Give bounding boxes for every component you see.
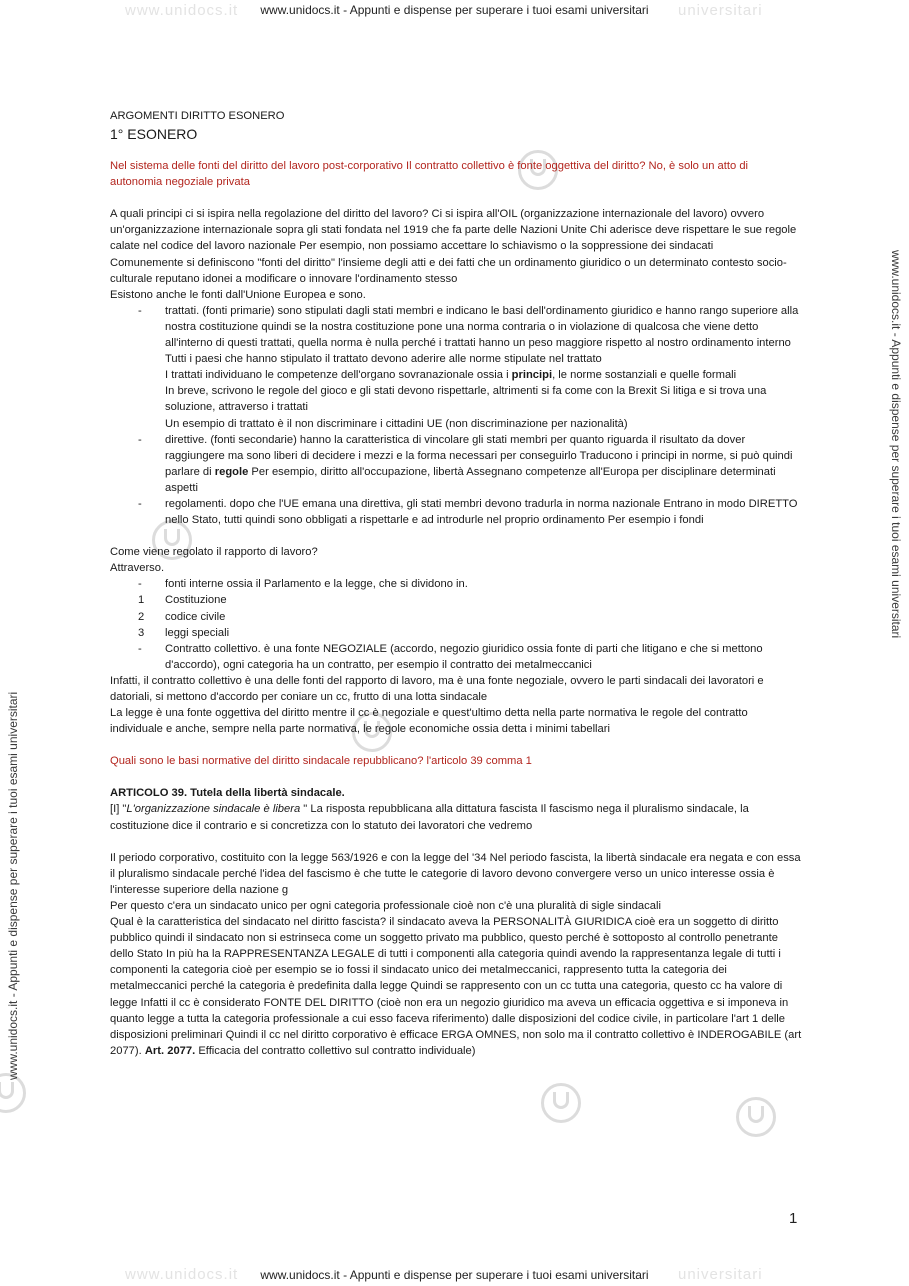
header-ghost-right: universitari — [678, 2, 763, 19]
article-text: [I] "L'organizzazione sindacale è libera " La risposta repubblicana alla dittatura fascista Il fascismo nega il pluralismo sindacale, la costituzione dice il contrario e si concretizza con lo statuto dei lavoratori che vedremo — [110, 803, 749, 832]
numbered-list — [110, 592, 802, 640]
list-item: - Contratto collettivo. è una fonte NEGOZIALE (accordo, negozio giuridico ossia fonte di parti che litigano e che si mettono d'accordo), ogni categoria ha un contratto, per esempio il contratto dei metalmeccanici — [110, 641, 802, 673]
paragraph-2: Comunemente si definiscono "fonti del diritto" l'insieme degli atti e dei fatti che un ordinamento giuridico o un determinato contesto socio-culturale reputano idonei a modificare o innovare l'ordinamento stesso — [110, 256, 787, 285]
list-item: 2 codice civile — [138, 610, 226, 623]
eu-sources-list — [110, 303, 802, 528]
header-banner: www.unidocs.it - Appunti e dispense per superare i tuoi esami universitari — [260, 3, 649, 17]
left-side-banner: www.unidocs.it - Appunti e dispense per superare i tuoi esami universitari — [6, 691, 20, 1080]
footer-ghost-right: universitari — [678, 1266, 763, 1283]
internal-sources-list — [110, 576, 802, 592]
list-item: - regolamenti. dopo che l'UE emana una direttiva, gli stati membri devono tradurla in norma nazionale Entrano in modo DIRETTO nello Stato, tutti quindi sono obbligati a rispettarle e ad introdurle nel proprio ordinamento Per esempio i fondi — [110, 496, 802, 528]
document-body — [110, 108, 802, 1059]
paragraph-7: La legge è una fonte oggettiva del diritto mentre il cc è negoziale e quest'ultimo detta nella parte normativa le regole del contratto individuale e anche, sempre nella parte normativa, le regole economiche ossia detta i minimi tabellari — [110, 707, 748, 736]
article-title: ARTICOLO 39. Tutela della libertà sindacale. — [110, 787, 345, 800]
document-title: ARGOMENTI DIRITTO ESONERO — [110, 110, 285, 122]
paragraph-4: Come viene regolato il rapporto di lavoro? — [110, 546, 318, 559]
question-1: Nel sistema delle fonti del diritto del lavoro post-corporativo Il contratto collettivo è fonte oggettiva del diritto? No, è solo un atto di autonomia negoziale privata — [110, 160, 749, 189]
contract-sources-list — [110, 641, 802, 673]
paragraph-10: Qual è la caratteristica del sindacato nel diritto fascista? il sindacato aveva la PERSONALITÀ GIURIDICA cioè era un soggetto di diritto pubblico quindi il sindacato non si estrinseca come un soggetto privato ma pubblico, questo perché è sottoposto al controllo penetrante dello Stato In più ha la RAPPRESENTANZA LEGALE di tutti i componenti alla categoria quindi avendo la rappresentanza legale di tutti i componenti la categoria cioè per esempio se io fossi il sindacato unico dei metalmeccanici, rappresento tutta la categoria dei metalmeccanici perché la categoria è predefinita dalla legge Quindi se rappresento con un cc tutta una categoria, questo cc ha valore di legge Infatti il cc è considerato FONTE DEL DIRITTO (cioè non era un negozio giuridico ma aveva un efficacia oggettiva e si imponeva in quanto legge a tutta la categoria professionale a cui esso faceva riferimento) dalle disposizioni del codice civile, in particolare l'art 1 delle disposizioni preliminari Quindi il cc nel diritto corporativo è efficace ERGA OMNES, non solo ma il contratto collettivo è INDEROGABILE (art 2077). Art. 2077. Efficacia del contratto collettivo sul contratto individuale) — [110, 916, 802, 1057]
paragraph-1: A quali principi ci si ispira nella regolazione del diritto del lavoro? Ci si ispira all'OIL (organizzazione internazionale del lavoro) ovvero un'organizzazione internazionale sopra gli stati fondata nel 1919 che fa parte delle Nazioni Unite Chi aderisce deve rispettare le sue regole calate nel codice del lavoro nazionale Per esempio, non possiamo accettare lo schiavismo o la soppressione dei sindacati — [110, 208, 797, 253]
list-item: - direttive. (fonti secondarie) hanno la caratteristica di vincolare gli stati membri per quanto riguarda il risultato da dover raggiungere ma sono liberi di decidere i mezzi e la forma necessari per conseguirlo Traducono i principi in norme, si può quindi parlare di regole Per esempio, diritto all'occupazione, libertà Assegnano competenze all'Europa per disciplinare determinati aspetti — [110, 432, 802, 496]
header-ghost-left: www.unidocs.it — [125, 2, 239, 19]
paragraph-8: Il periodo corporativo, costituito con la legge 563/1926 e con la legge del '34 Nel periodo fascista, la libertà sindacale era negata e con essa il pluralismo sindacale perché l'idea del fascismo è che tutte le categorie di lavoro devono convergere verso un unico interesse ossia è l'interesse superiore della nazione g — [110, 851, 801, 896]
footer-banner: www.unidocs.it - Appunti e dispense per superare i tuoi esami universitari — [260, 1268, 649, 1282]
question-2: Quali sono le basi normative del diritto sindacale repubblicano? l'articolo 39 comma 1 — [110, 755, 532, 768]
list-item: 1 Costituzione — [138, 594, 227, 607]
list-item: 3 leggi speciali — [138, 626, 230, 639]
list-item: - fonti interne ossia il Parlamento e la legge, che si dividono in. — [110, 576, 802, 592]
footer-ghost-left: www.unidocs.it — [125, 1266, 239, 1283]
section-heading: 1° ESONERO — [110, 126, 198, 143]
page-number: 1 — [789, 1210, 798, 1227]
paragraph-5: Attraverso. — [110, 562, 165, 575]
paragraph-3: Esistono anche le fonti dall'Unione Europea e sono. — [110, 288, 366, 301]
list-item: - trattati. (fonti primarie) sono stipulati dagli stati membri e indicano le basi dell'ordinamento giuridico e hanno rango superiore alla nostra costituzione quindi se la nostra costituzione pone una norma contraria o in violazione di qualcosa che viene detto all'interno di questi trattati, quella norma è nulla perché i trattati hanno un peso maggiore rispetto al nostro ordinamento interno Tutti i paesi che hanno stipulato il trattato devono aderire alle norme stipulate nel trattato I trattati individuano le competenze dell'organo sovranazionale ossia i principi, le norme sostanziali e quelle formali In breve, scrivono le regole del gioco e gli stati devono rispettarle, altrimenti si fa come con la Brexit Si litiga e si trova una soluzione, attraverso i trattati Un esempio di trattato è il non discriminare i cittadini UE (non discriminazione per nazionalità) — [110, 303, 802, 432]
right-side-banner: www.unidocs.it - Appunti e dispense per superare i tuoi esami universitari — [889, 250, 903, 639]
watermark-logo-icon — [541, 1083, 581, 1123]
watermark-logo-icon — [736, 1097, 776, 1137]
paragraph-6: Infatti, il contratto collettivo è una delle fonti del rapporto di lavoro, ma è una fonte negoziale, ovvero le parti sindacali dei lavoratori e datoriali, si mettono d'accordo per coniare un cc, frutto di una lotta sindacale — [110, 674, 764, 703]
paragraph-9: Per questo c'era un sindacato unico per ogni categoria professionale cioè non c'è una pluralità di sigle sindacali — [110, 899, 661, 912]
